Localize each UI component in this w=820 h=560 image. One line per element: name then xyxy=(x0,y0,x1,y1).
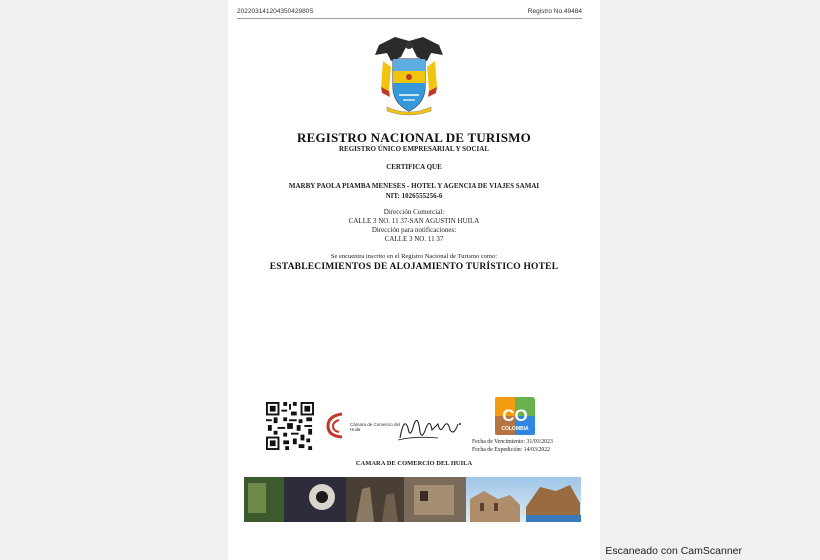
camscanner-watermark: Escaneado con CamScanner xyxy=(605,545,742,557)
signature-image xyxy=(394,410,464,446)
camara-logo-text: Cámara de Comercio del Huila xyxy=(350,422,401,432)
qr-code-icon xyxy=(266,402,314,450)
document-title: REGISTRO NACIONAL DE TURISMO xyxy=(297,130,531,145)
co-letters: CO xyxy=(502,406,528,425)
camara-comercio-logo xyxy=(324,410,404,442)
document-subtitle: REGISTRO ÚNICO EMPRESARIAL Y SOCIAL xyxy=(338,145,489,153)
header-divider xyxy=(237,18,582,19)
camara-swirl-icon xyxy=(324,410,348,440)
commercial-address: CALLE 3 NO. 11 37-SAN AGUSTIN HUILA xyxy=(348,217,480,225)
certifica-heading: CERTIFICA QUE xyxy=(386,163,442,171)
commercial-address-label: Dirección Comercial: xyxy=(383,208,445,216)
nit-number: NIT: 1026555256-6 xyxy=(385,192,443,200)
colombia-logo-icon xyxy=(495,397,535,435)
address-block xyxy=(228,208,600,244)
establishment-category: ESTABLECIMIENTOS DE ALOJAMIENTO TURÍSTICO HOTEL xyxy=(269,262,559,272)
document-id: 20220314120435042980S xyxy=(237,8,314,15)
registro-number: Registro No.49484 xyxy=(527,8,582,15)
issue-date: Fecha de Expedición: 14/03/2022 xyxy=(472,447,551,453)
registration-statement: Se encuentra inscrito en el Registro Nacional de Turismo como: xyxy=(330,253,498,260)
certificate-page xyxy=(228,0,600,560)
chamber-name: CAMARA DE COMERCIO DEL HUILA xyxy=(355,460,473,467)
coat-of-arms-icon xyxy=(373,37,445,117)
expiration-date: Fecha de Vencimiento: 31/03/2023 xyxy=(472,439,553,445)
notification-address-label: Dirección para notificaciones: xyxy=(371,226,457,234)
notification-address: CALLE 3 NO. 11 37 xyxy=(384,235,444,243)
dates-block xyxy=(472,438,553,454)
holder-name: MARBY PAOLA PIAMBA MENESES - HOTEL Y AGENCIA DE VIAJES SAMAI xyxy=(288,182,540,190)
tourism-photo-strip xyxy=(244,477,581,522)
co-word: COLOMBIA xyxy=(501,426,529,432)
colombia-logo xyxy=(495,397,535,435)
